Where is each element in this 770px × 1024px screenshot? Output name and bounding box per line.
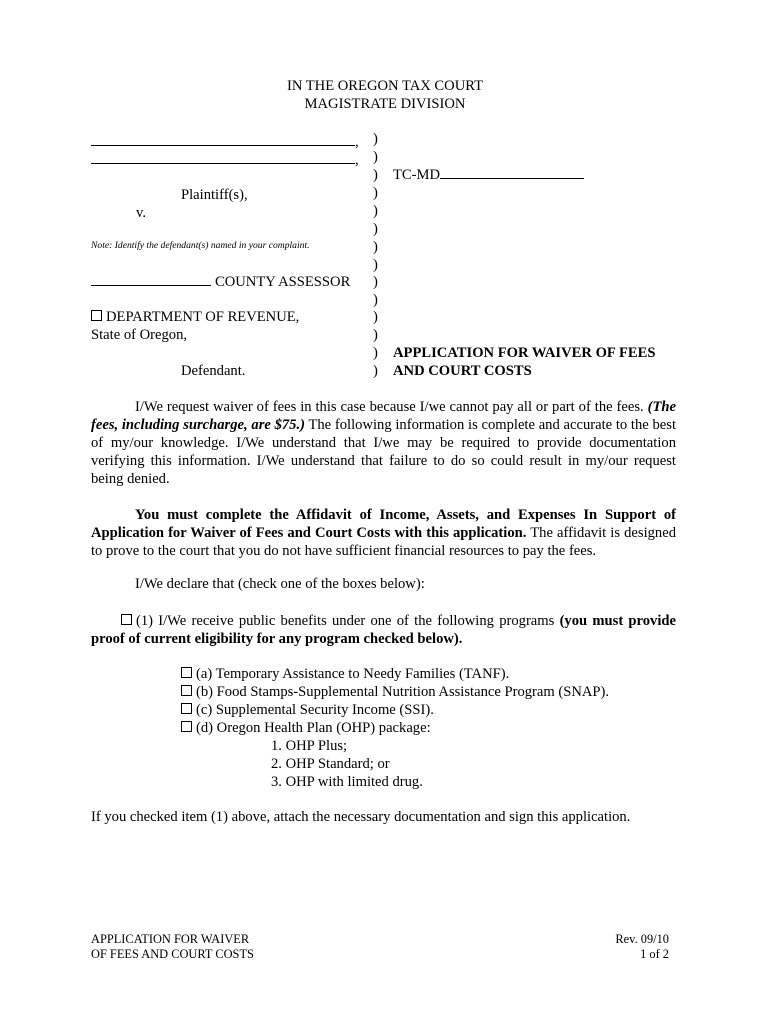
option-1-proof-note: (you must provide proof of current eligibility for any program checked below). — [91, 613, 676, 647]
caption-paren: ) — [373, 203, 378, 219]
affidavit-paragraph — [91, 506, 676, 560]
program-ssi-label: (c) Supplemental Security Income (SSI). — [196, 702, 434, 718]
footer-revision: Rev. 09/10 — [615, 932, 669, 946]
ohp-package-item: 2. OHP Standard; or — [271, 756, 390, 772]
program-ssi-checkbox[interactable] — [181, 703, 192, 714]
declare-line: I/We declare that (check one of the boxes below): — [135, 576, 425, 592]
program-ohp-label: (d) Oregon Health Plan (OHP) package: — [196, 720, 431, 736]
defendant-label: Defendant. — [181, 363, 246, 379]
caption-paren: ) — [373, 239, 378, 255]
caption-paren: ) — [373, 221, 378, 237]
affidavit-rest: The affidavit is designed to prove to the court that you do not have sufficient financial resources to pay the fees. — [91, 525, 676, 559]
request-paragraph — [91, 398, 676, 488]
plaintiff-line-1: , — [91, 134, 359, 151]
dept-revenue-row — [91, 309, 299, 326]
ohp-package-item: 1. OHP Plus; — [271, 738, 348, 754]
caption-paren: ) — [373, 345, 378, 361]
footer-form-title-1: APPLICATION FOR WAIVER — [91, 932, 250, 946]
plaintiff-label: Plaintiff(s), — [181, 187, 248, 203]
court-name: IN THE OREGON TAX COURT — [286, 78, 484, 94]
caption-paren: ) — [373, 327, 378, 343]
program-ohp-checkbox[interactable] — [181, 721, 192, 732]
caption-paren: ) — [373, 292, 378, 308]
request-intro: I/We request waiver of fees in this case because I/we cannot pay all or part of the fees. — [135, 399, 644, 415]
dept-revenue-checkbox[interactable] — [91, 310, 102, 321]
affidavit-requirement: You must complete the Affidavit of Income, Assets, and Expenses In Support of Application for Waiver of Fees and Court Costs with this application. — [91, 507, 676, 541]
closing-instruction: If you checked item (1) above, attach the necessary documentation and sign this application. — [91, 809, 631, 825]
caption-paren: ) — [373, 149, 378, 165]
program-ssi — [181, 702, 434, 719]
defendant-note: Note: Identify the defendant(s) named in your complaint. — [91, 240, 310, 251]
caption-paren: ) — [373, 274, 378, 290]
request-rest: The following information is complete and accurate to the best of my/our knowledge. I/We understand that I/we may be required to provide documentation verifying this information. I/We understand that failure to do so could result in my/our request being denied. — [91, 417, 676, 487]
county-assessor-line — [91, 274, 350, 291]
plaintiff-line-2: , — [91, 152, 359, 169]
option-1-checkbox[interactable] — [121, 614, 132, 625]
case-number-label: TC-MD — [393, 167, 441, 183]
program-tanf-checkbox[interactable] — [181, 667, 192, 678]
caption-paren: ) — [373, 167, 378, 183]
document-title-line-1: APPLICATION FOR WAIVER OF FEES — [393, 345, 656, 361]
option-1-text: (1) I/We receive public benefits under one of the following programs — [136, 613, 555, 629]
caption-paren: ) — [373, 131, 378, 147]
state-label: State of Oregon, — [91, 327, 188, 343]
program-snap — [181, 684, 609, 701]
ohp-package-item: 3. OHP with limited drug. — [271, 774, 423, 790]
program-tanf — [181, 666, 509, 683]
case-number-field[interactable] — [393, 167, 584, 184]
division-name: MAGISTRATE DIVISION — [304, 96, 466, 112]
caption-paren: ) — [373, 363, 378, 379]
option-1-paragraph — [91, 612, 676, 648]
versus-label: v. — [136, 205, 146, 221]
program-tanf-label: (a) Temporary Assistance to Needy Families (TANF). — [196, 666, 510, 682]
caption-paren: ) — [373, 257, 378, 273]
footer-page-number: 1 of 2 — [640, 947, 669, 961]
footer-form-title-2: OF FEES AND COURT COSTS — [91, 947, 254, 961]
dept-revenue-label: DEPARTMENT OF REVENUE, — [106, 309, 300, 325]
program-snap-checkbox[interactable] — [181, 685, 192, 696]
program-snap-label: (b) Food Stamps-Supplemental Nutrition Assistance Program (SNAP). — [196, 684, 610, 700]
program-ohp — [181, 720, 431, 737]
caption-paren: ) — [373, 309, 378, 325]
fees-note: (The fees, including surcharge, are $75.) — [91, 399, 676, 433]
document-title-line-2: AND COURT COSTS — [393, 363, 532, 379]
county-assessor-label: COUNTY ASSESSOR — [215, 274, 351, 290]
caption-paren: ) — [373, 185, 378, 201]
